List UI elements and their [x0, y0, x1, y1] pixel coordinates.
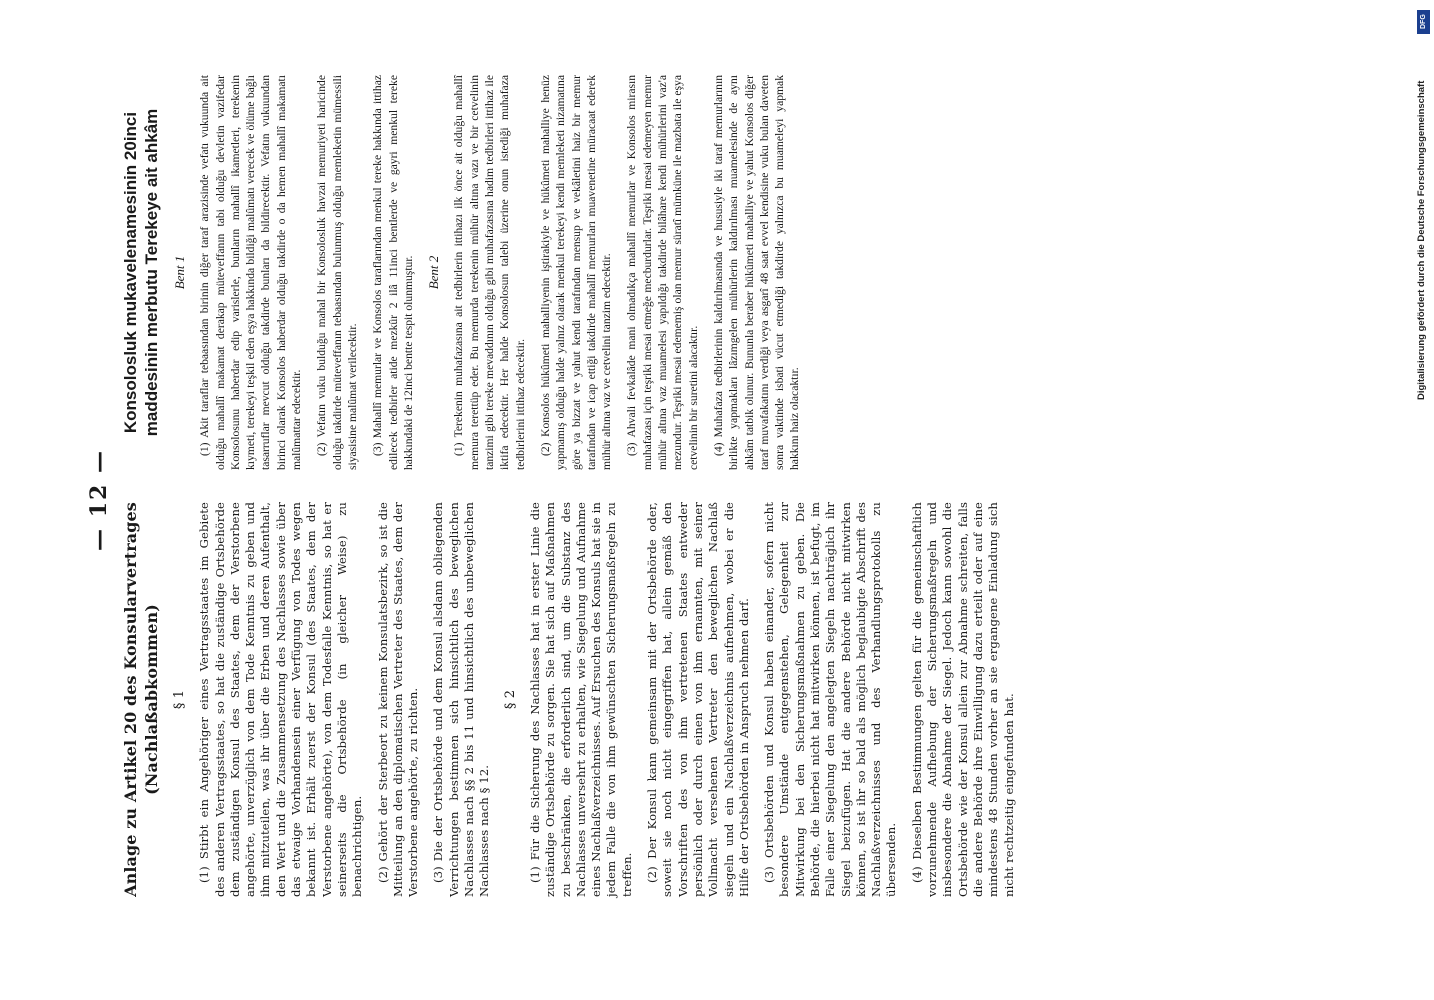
turkish-b2-paragraph-4: (4) Muhafaza tedbirlerinin kaldırılmasında ve hususiyle iki taraf memurlarının birlikte yapmakları lâzımgelen mühürlerin kaldırılması muamelesinde de aynı ahkâm tatbik olunur. Bununla beraber hükûmeti mahalliye ve yahut Konsolos diğer taraf muvafakatını verdiği veya asgarî 48 saat evvel kendisine vuku bulan daveten sonra vaktinde isbati vücut etmediği takdirde yalnızca bu muameleyi yapmak hakkını haiz olacaktır. — [711, 75, 802, 470]
turkish-b1-paragraph-2: (2) Vefatın vuku bulduğu mahal bir Konsolosluk havzai memuriyeti haricinde olduğu takdirde müteveffanın tebaasından bulunmuş olduğu memleketin mümessili siyasisine malûmat verilecektir. — [315, 75, 359, 470]
german-s1-paragraph-3: (3) Die der Ortsbehörde und dem Konsul alsdann obliegenden Verrichtungen bestimmen sich hinsichtlich des beweglichen Nachlasses nach §§ 2 bis 11 und hinsichtlich des unbeweglichen Nachlasses nach § 12. — [431, 502, 492, 897]
dfg-logo: DFG — [1417, 10, 1430, 34]
digitization-credit — [1416, 10, 1432, 400]
turkish-title: Konsolosluk mukavelenamesinin 20inci maddesinin merbutu Terekeye ait ahkâm — [121, 108, 161, 437]
german-section-2-heading: § 2 — [502, 689, 518, 710]
turkish-bent-1-heading: Bent 1 — [172, 255, 187, 290]
german-s2-paragraph-2: (2) Der Konsul kann gemeinsam mit der Ortsbehörde oder, soweit sie noch nicht eingegriffen hat, allein gemäß den Vorschriften des von ihm vertretenen Staates entweder persönlich oder durch einen von ihm ernannten, mit seiner Vollmacht versehenen Vertreter den beweglichen Nachlaß siegeln und ein Nachlaßverzeichnis aufnehmen, wobei er die Hilfe der Ortsbehörden in Anspruch nehmen darf. — [645, 502, 751, 897]
turkish-column — [120, 75, 813, 470]
german-section-1-heading: § 1 — [172, 689, 187, 710]
german-s2-paragraph-3: (3) Ortsbehörden und Konsul haben einander, sofern nicht besondere Umstände entgegenstehen, Gelegenheit zur Mitwirkung bei den Sicherungsmaßnahmen zu geben. Die Behörde, die hierbei nicht hat mitwirken können, ist befugt, im Falle einer Siegelung den angelegten Siegeln nachträglich ihr Siegel beizufügen. Hat die andere Behörde nicht mitwirken können, so ist ihr so bald als möglich beglaubigte Abschrift des Nachlaßverzeichnisses und des Verhandlungsprotokolls zu übersenden. — [762, 502, 899, 897]
german-s1-paragraph-2: (2) Gehört der Sterbeort zu keinem Konsulatsbezirk, so ist die Mitteilung an den diplomatischen Vertreter des Staates, dem der Verstorbene angehörte, zu richten. — [375, 502, 421, 897]
turkish-b2-paragraph-1: (1) Terekenin muhafazasına ait tedbirlerin ittihazı ilk önce ait olduğu mahallî memura terettüp eder. Bu memurda terekenin mühür altına vazı ve bir cetvelinin tanzimi gibi tereke mevaddının olduğu gibi muhafazasına hadim tedbirleri ittihaz ile iktifa edecektir. Her halde Konsolosun talebi üzerine onun istediği muhafaza tedbirlerini ittihaz edecektir. — [452, 75, 527, 470]
turkish-b1-paragraph-1: (1) Akit taraflar tebaasından birinin diğer taraf arazisinde vefatı vukuunda ait olduğu mahallî makamat derakap müteveffanın tabi olduğu devletin vazifedar Konsolosunu haberdar edip varislerle, bunların mahallî ikametleri, terekenin kıymeti, terekeyi teşkil eden eşya hakkında bildiği malûmatı verecek ve ölüme bağlı tasarruflar mevcut olduğu takdirde bunları da bildirecektir. Vefatın vukuundan birinci olarak Konsolos haberdar olduğu takdirde o da hemen mahallî makamatı malûmattar edecektir. — [198, 75, 304, 470]
turkish-b2-paragraph-2: (2) Konsolos hükûmeti mahalliyenin iştirakiyle ve hükûmeti mahalliye henüz yapmamış olduğu halde yalnız olarak menkul terekeyi kendi memleketi nizamatına göre ya bizzat ve yahut kendi tarafından mensup ve vekâletini haiz bir memur tarafından ve icap ettiği takdirde mahallî memurları muavenetine müracaat ederek mühür altına vaz ve cetvelini tanzim edecektir. — [538, 75, 614, 470]
german-title: Anlage zu Artikel 20 des Konsularvertrages (Nachlaßabkommen) — [121, 502, 161, 897]
german-s2-paragraph-4: (4) Dieselben Bestimmungen gelten für die gemeinschaftlich vorzunehmende Aufhebung der Sicherungsmaßregeln und insbesondere die Abnahme der Siegel. Jedoch kann sowohl die Ortsbehörde wie der Konsul allein zur Abnahme schreiten, falls die andere Behörde ihre Einwilligung dazu erteilt oder auf eine mindestens 48 Stunden vorher an sie ergangene Einladung sich nicht rechtzeitig eingefunden hat. — [909, 502, 1016, 897]
turkish-bent-2-heading: Bent 2 — [426, 255, 442, 290]
turkish-b1-paragraph-3: (3) Mahallî memurlar ve Konsolos taraflarından menkul tereke hakkında ittihaz edilecek tedbirler atide mezkûr 2 ilâ 11inci bentlerde ve gayri menkul tereke hakkındaki de 12inci bentte tespit olunmuştur. — [371, 75, 415, 470]
german-s2-paragraph-1: (1) Für die Sicherung des Nachlasses hat in erster Linie die zuständige Ortsbehörde zu sorgen. Sie hat sich auf Maßnahmen zu beschränken, die erforderlich sind, um die Substanz des Nachlasses unversehrt zu erhalten, wie Siegelung und Aufnahme eines Nachlaßverzeichnisses. Auf Ersuchen des Konsuls hat sie in jedem Falle die von ihm gewünschten Sicherungsmaßregeln zu treffen. — [527, 502, 634, 897]
german-column — [120, 502, 1027, 897]
turkish-b2-paragraph-3: (3) Ahvali fevkalâde mani olmadıkça mahallî memurlar ve Konsolos mirasın muhafazası için teşriki mesai etmeğe mecburdurlar. Teşriki mesai edemeyen memur mühür altına vaz muamelesi yapıldığı takdirde bilâhare kendi mühürlerini vaz'a mezundur. Teşriki mesai edememiş olan memur süratî mümküne ile mazbata ile eşya cetvelinin bir suretini alacaktır. — [625, 75, 700, 470]
german-s1-paragraph-1: (1) Stirbt ein Angehöriger eines Vertragsstaates im Gebiete des anderen Vertragsstaates, so hat die zuständige Ortsbehörde dem zuständigen Konsul des Staates, dem der Verstorbene angehörte, unverzüglich von dem Tode Kenntnis zu geben und ihm mitzuteilen, was ihr über die Erben und deren Aufenthalt, den Wert und die Zusammensetzung des Nachlasses sowie über das etwaige Vorhandensein einer Verfügung von Todes wegen bekannt ist. Erhält zuerst der Konsul (des Staates, dem der Verstorbene angehörte), von dem Todesfalle Kenntnis, so hat er seinerseits die Ortsbehörde (in gleicher Weise) zu benachrichtigen. — [197, 502, 365, 897]
page-number: — 12 — — [86, 449, 112, 551]
credit-text: Digitalisierung gefördert durch die Deutsche Forschungsgemeinschaft — [1416, 80, 1427, 400]
